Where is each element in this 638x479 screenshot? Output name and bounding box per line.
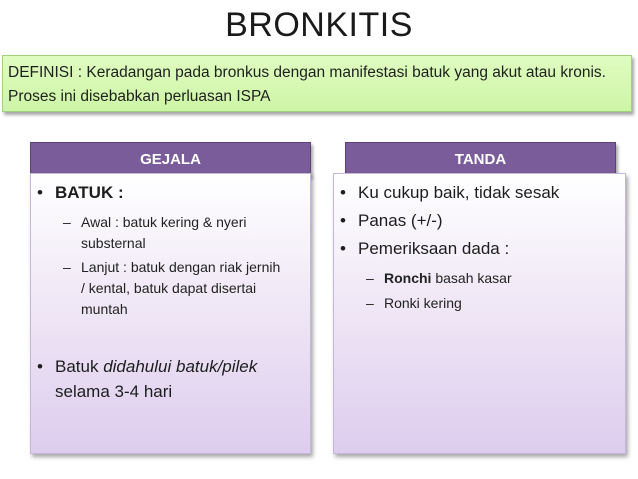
bullet-batuk: • BATUK : xyxy=(37,183,124,202)
bullet-panas: • Panas (+/-) xyxy=(340,211,443,230)
gejala-panel xyxy=(30,173,311,454)
bullet-ku: • Ku cukup baik, tidak sesak xyxy=(340,183,560,202)
item-ronki: – Ronki kering xyxy=(366,295,462,311)
tanda-header: TANDA xyxy=(345,142,616,176)
item-ronchi: – Ronchi basah kasar xyxy=(366,270,512,286)
bullet-pemeriksaan: • Pemeriksaan dada : xyxy=(340,239,510,258)
slide-title: BRONKITIS xyxy=(225,6,413,44)
bullet-batuk-didahului: • Batuk didahului batuk/pilek selama 3-4 hari xyxy=(37,357,258,401)
definition-box: DEFINISI : Keradangan pada bronkus dengan manifestasi batuk yang akut atau kronis. Proses ini disebabkan perluasan ISPA xyxy=(2,55,632,112)
item-awal: – Awal : batuk kering & nyeri substernal xyxy=(63,214,247,251)
gejala-header: GEJALA xyxy=(30,142,311,176)
item-lanjut: – Lanjut : batuk dengan riak jernih / kental, batuk dapat disertai muntah xyxy=(63,259,281,317)
tanda-panel xyxy=(333,173,626,454)
batuk-label: BATUK : xyxy=(55,183,124,202)
